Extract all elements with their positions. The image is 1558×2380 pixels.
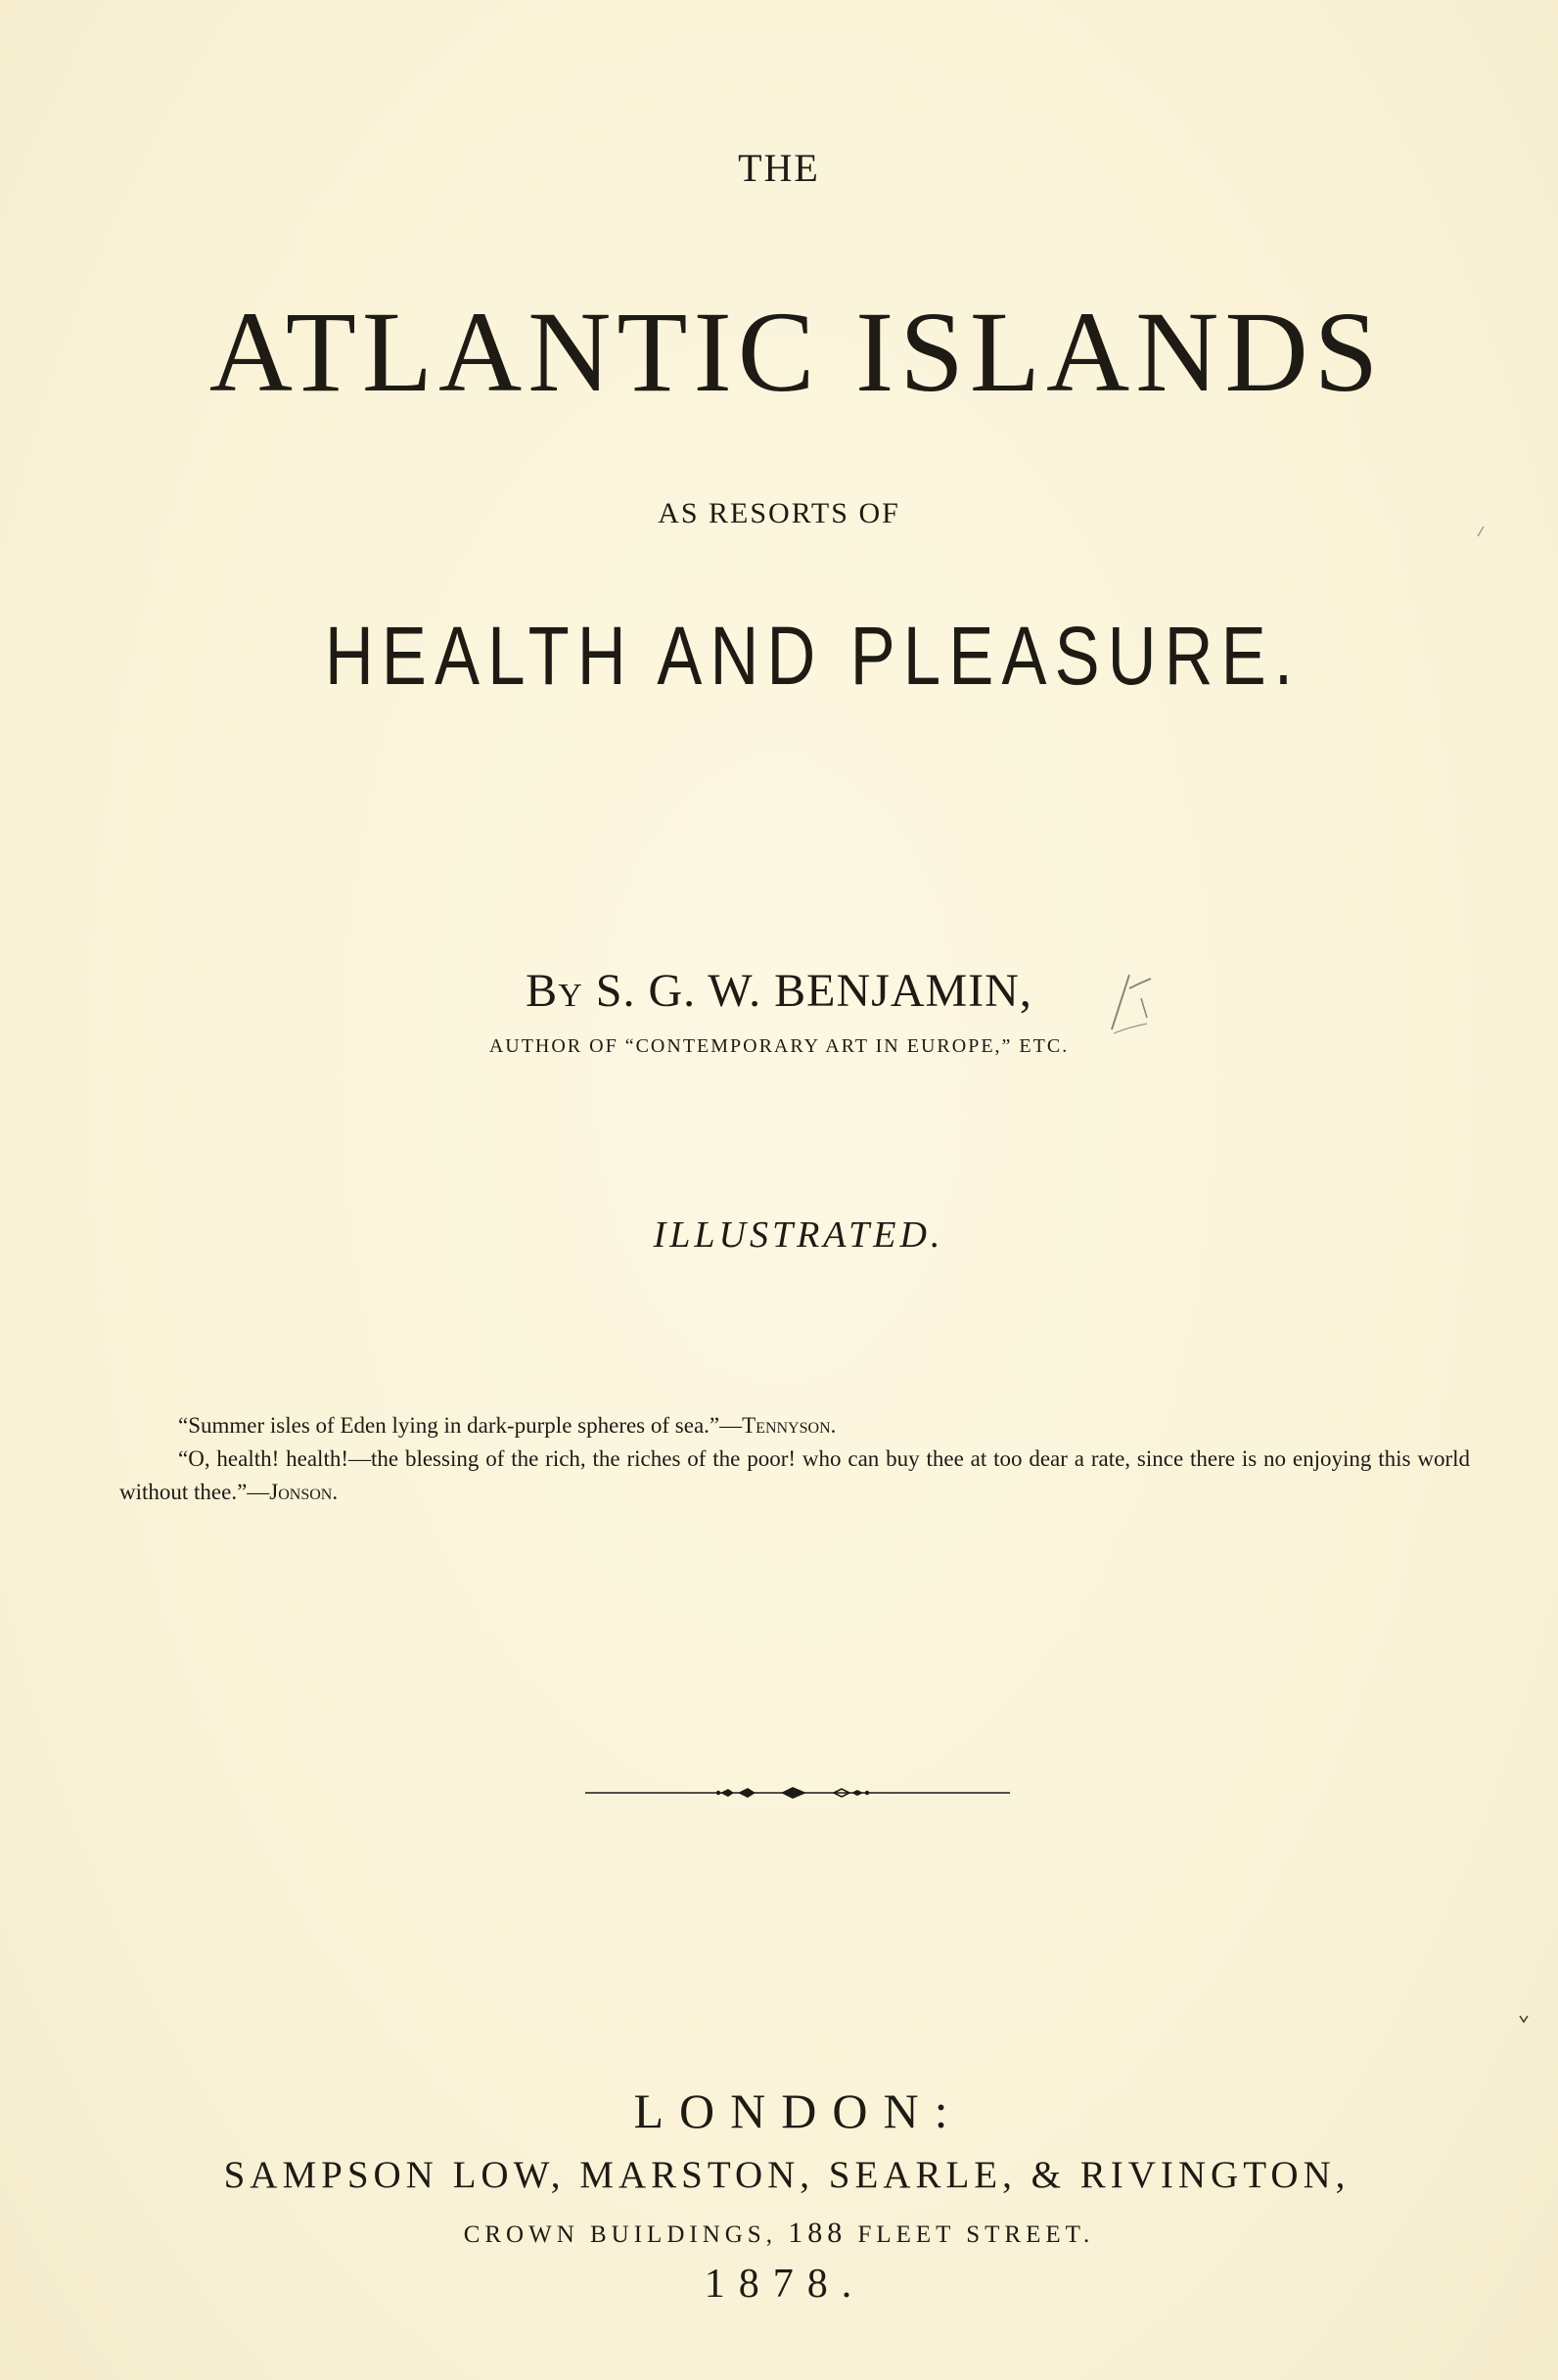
subtitle: HEALTH AND PLEASURE.: [324, 610, 1302, 702]
publisher-address: [0, 2217, 1558, 2250]
publisher: SAMPSON LOW, MARSTON, SEARLE, & RIVINGTON,: [223, 2154, 1351, 2196]
epigraph-text: “O, health! health!—the blessing of the rich, the riches of the poor! who can buy thee at too dear a rate, since there is no enjoying this world without thee.”—: [119, 1446, 1470, 1504]
address-prefix: CROWN BUILDINGS,: [463, 2221, 777, 2248]
as-resorts-of: AS RESORTS OF: [658, 497, 900, 529]
epigraph-text: “Summer isles of Eden lying in dark-purple spheres of sea.”—: [178, 1413, 743, 1438]
epigraphs: [119, 1409, 1470, 1509]
stray-mark-icon: [1517, 2012, 1531, 2026]
stray-mark-icon: [1476, 525, 1486, 538]
epigraph-attribution: Tennyson.: [742, 1413, 837, 1438]
handwritten-mark-icon: [1108, 969, 1167, 1037]
byline-author: S. G. W. BENJAMIN,: [595, 965, 1032, 1017]
byline: [0, 964, 1558, 1018]
epigraph-attribution: Jonson.: [269, 1480, 339, 1504]
address-number: 188: [788, 2217, 848, 2249]
epigraph-tennyson: [119, 1409, 1470, 1442]
main-title: ATLANTIC ISLANDS: [208, 288, 1385, 416]
title-the: THE: [738, 146, 820, 190]
publication-year: 1878.: [704, 2262, 866, 2307]
address-suffix: FLEET STREET.: [857, 2221, 1095, 2248]
illustrated-label: ILLUSTRATED.: [653, 1214, 944, 1256]
imprint-city: LONDON:: [633, 2083, 964, 2138]
ornamental-rule-icon: [585, 1783, 1010, 1803]
author-of: AUTHOR OF “CONTEMPORARY ART IN EUROPE,” ETC.: [488, 1035, 1070, 1057]
byline-by: By: [526, 965, 583, 1017]
epigraph-jonson: [119, 1442, 1470, 1509]
